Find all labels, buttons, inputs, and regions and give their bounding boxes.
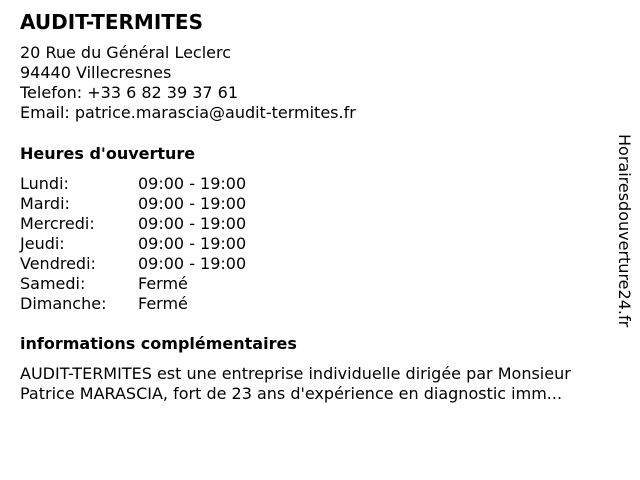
hours-day-label: Vendredi: <box>20 254 96 273</box>
hours-day-label: Mardi: <box>20 194 70 213</box>
address-line-city: 94440 Villecresnes <box>20 63 172 82</box>
hours-day-label: Mercredi: <box>20 214 95 233</box>
hours-time-value: 09:00 - 19:00 <box>138 254 247 273</box>
company-name: AUDIT-TERMITES <box>20 10 203 34</box>
hours-time-value: Fermé <box>138 294 188 313</box>
hours-row-friday <box>20 254 246 274</box>
hours-day-label: Lundi: <box>20 174 69 193</box>
hours-time-value: 09:00 - 19:00 <box>138 214 247 233</box>
contact-block <box>20 43 356 123</box>
hours-table <box>20 174 246 314</box>
hours-time-value: Fermé <box>138 274 188 293</box>
hours-row-monday <box>20 174 246 194</box>
hours-time-value: 09:00 - 19:00 <box>138 234 247 253</box>
hours-row-tuesday <box>20 194 246 214</box>
hours-row-thursday <box>20 234 246 254</box>
address-line-street: 20 Rue du Général Leclerc <box>20 43 232 62</box>
info-heading: informations complémentaires <box>20 334 297 353</box>
phone-text: Telefon: +33 6 82 39 37 61 <box>20 83 239 102</box>
hours-row-saturday <box>20 274 246 294</box>
brand-watermark <box>612 134 636 344</box>
brand-watermark-text: Horairesdouverture24.fr <box>615 134 634 328</box>
hours-time-value: 09:00 - 19:00 <box>138 194 247 213</box>
hours-day-label: Jeudi: <box>20 234 65 253</box>
hours-day-label: Samedi: <box>20 274 86 293</box>
info-description: AUDIT-TERMITES est une entreprise individuelle dirigée par Monsieur Patrice MARASCIA, fort de 23 ans d'expérience en diagnostic imm... <box>20 364 571 403</box>
hours-time-value: 09:00 - 19:00 <box>138 174 247 193</box>
hours-day-label: Dimanche: <box>20 294 107 313</box>
hours-row-wednesday <box>20 214 246 234</box>
hours-row-sunday <box>20 294 246 314</box>
hours-heading: Heures d'ouverture <box>20 144 196 163</box>
email-text: Email: patrice.marascia@audit-termites.fr <box>20 103 356 122</box>
